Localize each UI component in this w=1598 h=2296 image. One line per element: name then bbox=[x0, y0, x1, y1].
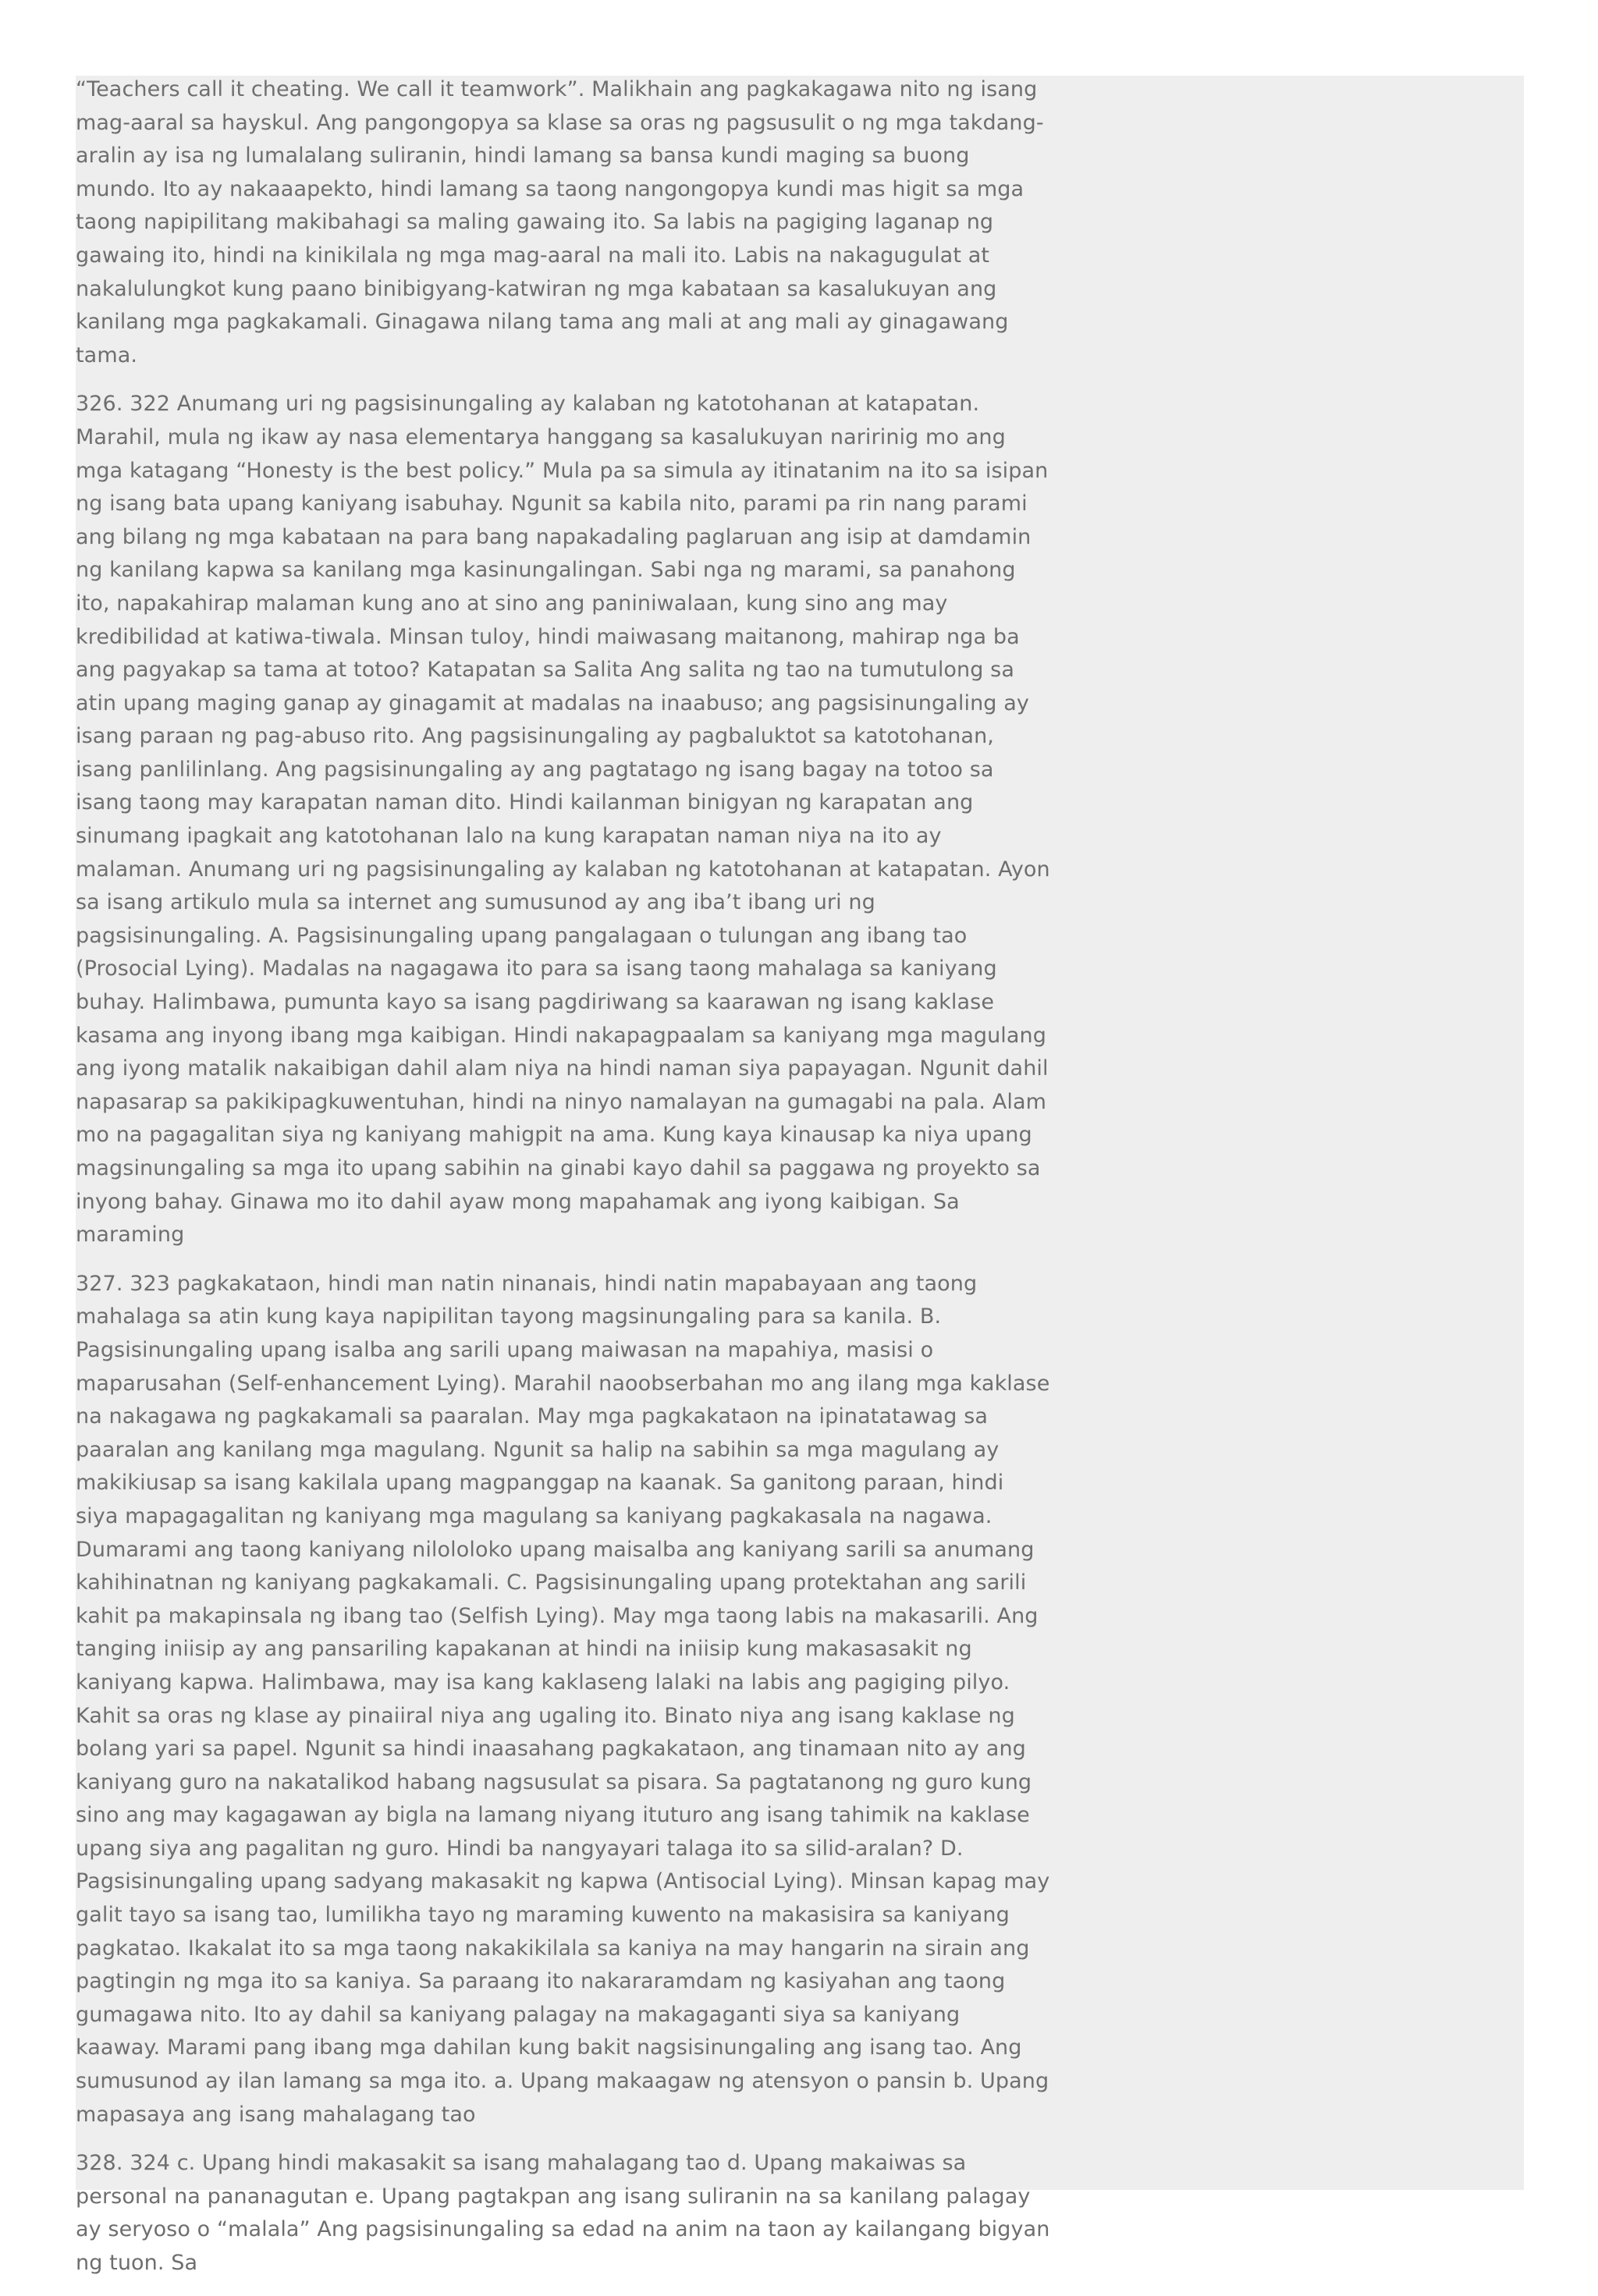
paragraph-328: 328. 324 c. Upang hindi makasakit sa isang mahalagang tao d. Upang makaiwas sa personal na pananagutan e. Upang pagtakpan ang isang suliranin na sa kanilang palagay ay seryoso o “malala” Ang pagsisinungaling sa edad na anim na taon ay kailangang bigyan ng tuon. Sa bbox=[76, 2151, 1050, 2275]
paragraph-327: 327. 323 pagkakataon, hindi man natin ninanais, hindi natin mapabayaan ang taong mahalaga sa atin kung kaya napipilitan tayong magsinungaling para sa kanila. B. Pagsisinungaling upang isalba ang sarili upang maiwasan na mapahiya, masisi o maparusahan (Self-enhancement Lying). Marahil naoobserbahan mo ang ilang mga kaklase na nakagawa ng pagkakamali sa paaralan. May mga pagkakataon na ipinatatawag sa paaralan ang kanilang mga magulang. Ngunit sa halip na sabihin sa mga magulang ay makikiusap sa isang kakilala upang magpanggap na kaanak. Sa ganitong paraan, hindi siya mapagagalitan ng kaniyang mga magulang sa kaniyang pagkakasala na nagawa. Dumarami ang taong kaniyang nilololoko upang maisalba ang kaniyang sarili sa anumang kahihinatnan ng kaniyang pagkakamali. C. Pagsisinungaling upang protektahan ang sarili kahit pa makapinsala ng ibang tao (Selfish Lying). May mga taong labis na makasarili. Ang tanging iniisip ay ang pansariling kapakanan at hindi na iniisip kung makasasakit ng kaniyang kapwa. Halimbawa, may isa kang kaklaseng lalaki na labis ang pagiging pilyo. Kahit sa oras ng klase ay pinaiiral niya ang ugaling ito. Binato niya ang isang kaklase ng bolang yari sa papel. Ngunit sa hindi inaasahang pagkakataon, ang tinamaan nito ay ang kaniyang guro na nakatalikod habang nagsusulat sa pisara. Sa pagtatanong ng guro kung sino ang may kagagawan ay bigla na lamang niyang ituturo ang isang tahimik na kaklase upang siya ang pagalitan ng guro. Hindi ba nangyayari talaga ito sa silid-aralan? D. Pagsisinungaling upang sadyang makasakit ng kapwa (Antisocial Lying). Minsan kapag may galit tayo sa isang tao, lumilikha tayo ng maraming kuwento na makasisira sa kaniyang pagkatao. Ikakalat ito sa mga taong nakakikilala sa kaniya na may hangarin na sirain ang pagtingin ng mga ito sa kaniya. Sa paraang ito nakararamdam ng kasiyahan ang taong gumagawa nito. Ito ay dahil sa kaniyang palagay na makagaganti siya sa kaniyang kaaway. Marami pang ibang mga dahilan kung bakit nagsisinungaling ang isang tao. Ang sumusunod ay ilan lamang sa mga ito. a. Upang makaagaw ng atensyon o pansin b. Upang mapasaya ang isang mahalagang tao bbox=[76, 1271, 1050, 2127]
paragraph-326: 326. 322 Anumang uri ng pagsisinungaling ay kalaban ng katotohanan at katapatan. Marahil, mula ng ikaw ay nasa elementarya hanggang sa kasalukuyan naririnig mo ang mga katagang “Honesty is the best policy.” Mula pa sa simula ay itinatanim na ito sa isipan ng isang bata upang kaniyang isabuhay. Ngunit sa kabila nito, parami pa rin nang parami ang bilang ng mga kabataan na para bang napakadaling paglaruan ang isip at damdamin ng kanilang kapwa sa kanilang mga kasinungalingan. Sabi nga ng marami, sa panahong ito, napakahirap malaman kung ano at sino ang paniniwalaan, kung sino ang may kredibilidad at katiwa-tiwala. Minsan tuloy, hindi maiwasang maitanong, mahirap nga ba ang pagyakap sa tama at totoo? Katapatan sa Salita Ang salita ng tao na tumutulong sa atin upang maging ganap ay ginagamit at madalas na inaabuso; ang pagsisinungaling ay isang paraan ng pag-abuso rito. Ang pagsisinungaling ay pagbaluktot sa katotohanan, isang panlilinlang. Ang pagsisinungaling ay ang pagtatago ng isang bagay na totoo sa isang taong may karapatan naman dito. Hindi kailanman binigyan ng karapatan ang sinumang ipagkait ang katotohanan lalo na kung karapatan naman niya na ito ay malaman. Anumang uri ng pagsisinungaling ay kalaban ng katotohanan at katapatan. Ayon sa isang artikulo mula sa internet ang sumusunod ay ang iba’t ibang uri ng pagsisinungaling. A. Pagsisinungaling upang pangalagaan o tulungan ang ibang tao (Prosocial Lying). Madalas na nagagawa ito para sa isang taong mahalaga sa kaniyang buhay. Halimbawa, pumunta kayo sa isang pagdiriwang sa kaarawan ng isang kaklase kasama ang inyong ibang mga kaibigan. Hindi nakapagpaalam sa kaniyang mga magulang ang iyong matalik nakaibigan dahil alam niya na hindi naman siya papayagan. Ngunit dahil napasarap sa pakikipagkuwentuhan, hindi na ninyo namalayan na gumagabi na pala. Alam mo na pagagalitan siya ng kaniyang mahigpit na ama. Kung kaya kinausap ka niya upang magsinungaling sa mga ito upang sabihin na ginabi kayo dahil sa paggawa ng proyekto sa inyong bahay. Ginawa mo ito dahil ayaw mong mapahamak ang iyong kaibigan. Sa maraming bbox=[76, 392, 1050, 1247]
paragraph-intro: “Teachers call it cheating. We call it teamwork”. Malikhain ang pagkakagawa nito ng isang mag-aaral sa hayskul. Ang pangongopya sa klase sa oras ng pagsusulit o ng mga takdang-aralin ay isa ng lumalalang suliranin, hindi lamang sa bansa kundi maging sa buong mundo. Ito ay nakaaapekto, hindi lamang sa taong nangongopya kundi mas higit sa mga taong napipilitang makibahagi sa maling gawaing ito. Sa labis na pagiging laganap ng gawaing ito, hindi na kinikilala ng mga mag-aaral na mali ito. Labis na nakagugulat at nakalulungkot kung paano binibigyang-katwiran ng mga kabataan sa kasalukuyan ang kanilang mga pagkakamali. Ginagawa nilang tama ang mali at ang mali ay ginagawang tama. bbox=[76, 77, 1044, 367]
document-text-column bbox=[76, 76, 1051, 2296]
